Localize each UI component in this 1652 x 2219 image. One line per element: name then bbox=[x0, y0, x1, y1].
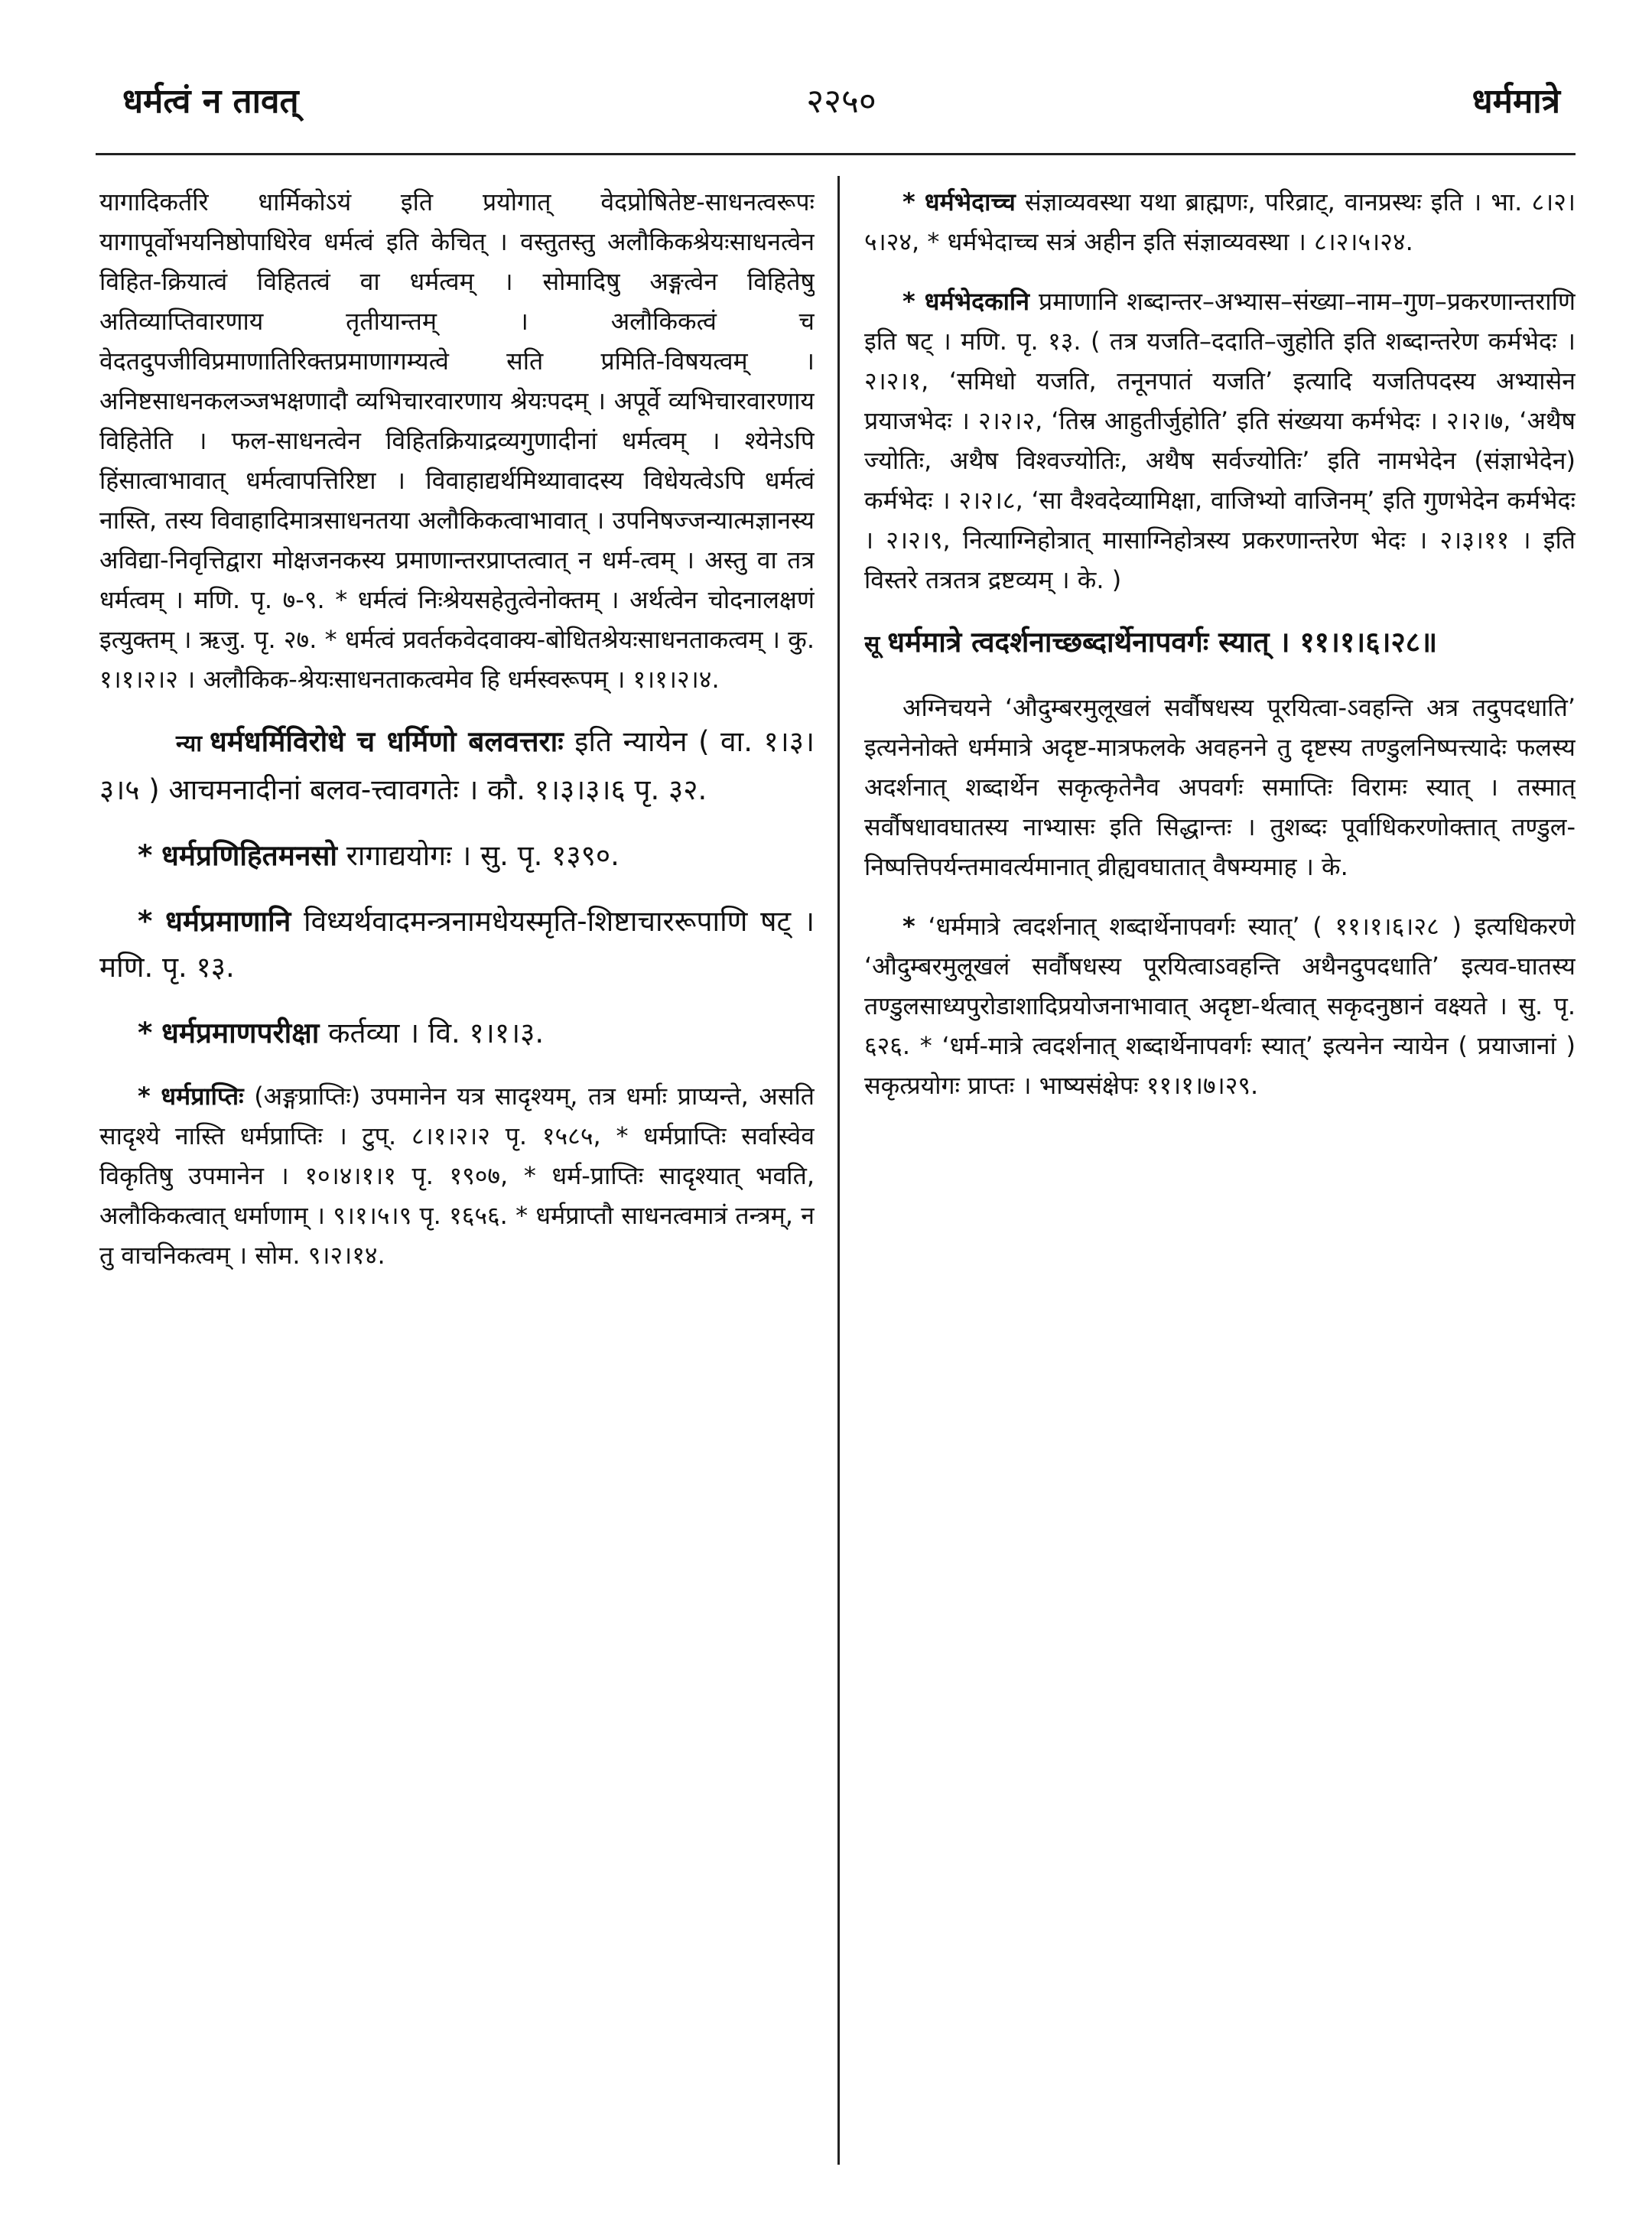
entry-headword: धर्मप्रणिहितमनसो bbox=[161, 839, 337, 872]
entry-dharmapramanani bbox=[99, 899, 815, 991]
sutra-reference: ११।१।६।२८॥ bbox=[1289, 626, 1438, 659]
entry-dharmabhedakani bbox=[864, 281, 1576, 600]
asterisk-icon: * bbox=[902, 287, 915, 316]
entry-headword: धर्मभेदकानि bbox=[924, 287, 1029, 316]
entry-sutra-dharmamatre bbox=[864, 620, 1576, 668]
entry-text: (अङ्गप्राप्तिः) उपमानेन यत्र सादृश्यम्, तत्र धर्माः प्राप्यन्ते, असति सादृश्ये नास्ति धर्मप्राप्तिः । टुप्. ८।१।२।२ पृ. १५८५, * धर्मप्राप्तिः सर्वास्वेव विकृतिषु उपमानेन । १०।४।१।१ पृ. १९०७, * धर्म-प्राप्तिः सादृश्यात् भवति, अलौकिकत्वात् धर्माणाम् । ९।१।५।९ पृ. १६५६. * धर्मप्राप्तौ साधनत्वमात्रं तन्त्रम्, न तु वाचनिकत्वम् । सोम. ९।२।१४. bbox=[99, 1082, 815, 1270]
asterisk-icon: * bbox=[902, 912, 915, 941]
left-column bbox=[99, 182, 815, 2201]
page-number: २२५० bbox=[806, 82, 876, 121]
entry-text: इति न्यायेन ( वा. १।३।३।५ ) आचमनादीनां बलव-त्त्वावगतेः । कौ. १।३।३।६ पृ. ३२. bbox=[99, 725, 815, 806]
entry-text: कर्तव्या । वि. १।१।३. bbox=[319, 1017, 545, 1049]
asterisk-icon: * bbox=[138, 839, 153, 872]
asterisk-icon: * bbox=[138, 905, 153, 938]
entry-dharmadharmi-virodhe bbox=[99, 719, 815, 813]
entry-text: रागाद्ययोगः । सु. पृ. १३९०. bbox=[337, 839, 620, 872]
entry-text: संज्ञाव्यवस्था यथा ब्राह्मणः, परिव्राट्, वानप्रस्थः इति । भा. ८।२।५।२४, * धर्मभेदाच्च सत्रं अहीन इति संज्ञाव्यवस्था । ८।२।५।२४. bbox=[864, 187, 1576, 256]
entry-headword: धर्मप्रमाणपरीक्षा bbox=[161, 1017, 320, 1049]
entry-text: विध्यर्थवादमन्त्रनामधेयस्मृति-शिष्टाचाररूपाणि षट् । मणि. पृ. १३. bbox=[99, 905, 815, 984]
entry-dharmatvam bbox=[99, 182, 815, 699]
entry-dharmapramanapariksha bbox=[99, 1010, 815, 1056]
asterisk-icon: * bbox=[902, 187, 915, 216]
entry-headword: धर्मधर्मिविरोधे च धर्मिणो बलवत्तराः bbox=[210, 725, 564, 758]
asterisk-icon: * bbox=[138, 1017, 153, 1049]
entry-dharmamatre-adhikarana bbox=[864, 906, 1576, 1105]
entry-dharmabhedacca bbox=[864, 182, 1576, 262]
entry-text: ‘धर्ममात्रे त्वदर्शनात् शब्दार्थेनापवर्गः स्यात्’ ( ११।१।६।२८ ) इत्यधिकरणे ‘औदुम्बरमुलूखलं सर्वौषधस्य पूरयित्वाऽवहन्ति अथैनदुपदधाति’ इत्यव-घातस्य तण्डुलसाध्यपुरोडाशादिप्रयोजनाभावात् अदृष्टा-र्थत्वात् सकृदनुष्ठानं वक्ष्यते । सु. पृ. ६२६. * ‘धर्म-मात्रे त्वदर्शनात् शब्दार्थेनापवर्गः स्यात्’ इत्यनेन न्यायेन ( प्रयाजानां ) सकृत्प्रयोगः प्राप्तः । भाष्यसंक्षेपः ११।१।७।२९. bbox=[864, 912, 1576, 1100]
nyaya-mark-icon: न्या bbox=[176, 730, 203, 757]
entry-commentary-agnicayane bbox=[864, 688, 1576, 887]
entry-headword: धर्मप्राप्तिः bbox=[161, 1082, 244, 1111]
entry-text: यागादिकर्तरि धार्मिकोऽयं इति प्रयोगात् वेदप्रोषितेष्ट-साधनत्वरूपः यागापूर्वोभयनिष्ठोपाधिरेव धर्मत्वं इति केचित् । वस्तुतस्तु अलौकिकश्रेयःसाधनत्वेन विहित-क्रियात्वं विहितत्वं वा धर्मत्वम् । सोमादिषु अङ्गत्वेन विहितेषु अतिव्याप्तिवारणाय तृतीयान्तम् । अलौकिकत्वं च वेदतदुपजीविप्रमाणातिरिक्तप्रमाणागम्यत्वे सति प्रमिति-विषयत्वम् । अनिष्टसाधनकलञ्जभक्षणादौ व्यभिचारवारणाय श्रेयःपदम् । अपूर्वे व्यभिचारवारणाय विहितेति । फल-साधनत्वेन विहितक्रियाद्रव्यगुणादीनां धर्मत्वम् । श्येनेऽपि हिंसात्वाभावात् धर्मत्वापत्तिरिष्टा । विवाहाद्यर्थमिथ्यावादस्य विधेयत्वेऽपि धर्मत्वं नास्ति, तस्य विवाहादिमात्रसाधनतया अलौकिकत्वाभावात् । उपनिषज्जन्यात्मज्ञानस्य अविद्या-निवृत्तिद्वारा मोक्षजनकस्य प्रमाणान्तरप्राप्तत्वात् न धर्म-त्वम् । अस्तु वा तत्र धर्मत्वम् । मणि. पृ. ७-९. * धर्मत्वं निःश्रेयसहेतुत्वेनोक्तम् । अर्थत्वेन चोदनालक्षणं इत्युक्तम् । ऋजु. पृ. २७. * धर्मत्वं प्रवर्तकवेदवाक्य-बोधितश्रेयःसाधनताकत्वम् । कु. १।१।२।२ । अलौकिक-श्रेयःसाधनताकत्वमेव हि धर्मस्वरूपम् । १।१।२।४. bbox=[99, 187, 815, 694]
right-column bbox=[864, 182, 1576, 2201]
entry-headword: धर्मप्रमाणानि bbox=[165, 905, 291, 938]
running-head-right: धर्ममात्रे bbox=[1472, 82, 1560, 121]
asterisk-icon: * bbox=[138, 1082, 151, 1111]
entry-headword: धर्ममात्रे त्वदर्शनाच्छब्दार्थेनापवर्गः स्यात् । bbox=[887, 626, 1290, 659]
running-head bbox=[122, 76, 1560, 145]
entry-text: अग्निचयने ‘औदुम्बरमुलूखलं सर्वौषधस्य पूरयित्वा-ऽवहन्ति अत्र तदुपदधाति’ इत्यनेनोक्ते धर्ममात्रे अदृष्ट-मात्रफलके अवहनने तु दृष्टस्य तण्डुलनिष्पत्त्यादेः फलस्य अदर्शनात् शब्दार्थेन सकृत्कृतेनैव अपवर्गः समाप्तिः विरामः स्यात् । तस्मात् सर्वौषधावघातस्य नाभ्यासः इति सिद्धान्तः । तुशब्दः पूर्वाधिकरणोक्तात् तण्डुल-निष्पत्तिपर्यन्तमावर्त्यमानात् व्रीह्यवघातात् वैषम्यमाह । के. bbox=[864, 693, 1576, 881]
entry-text: प्रमाणानि शब्दान्तर–अभ्यास–संख्या–नाम–गुण–प्रकरणान्तराणि इति षट् । मणि. पृ. १३. ( तत्र यजति–ददाति–जुहोति इति शब्दान्तरेण कर्मभेदः । २।२।१, ‘समिधो यजति, तनूनपातं यजति’ इत्यादि यजतिपदस्य अभ्यासेन प्रयाजभेदः । २।२।२, ‘तिस्र आहुतीर्जुहोति’ इति संख्यया कर्मभेदः । २।२।७, ‘अथैष ज्योतिः, अथैष विश्वज्योतिः, अथैष सर्वज्योतिः’ इति नामभेदेन (संज्ञाभेदेन) कर्मभेदः । २।२।८, ‘सा वैश्वदेव्यामिक्षा, वाजिभ्यो वाजिनम्’ इति गुणभेदेन कर्मभेदः । २।२।९, नित्याग्निहोत्रात् मासाग्निहोत्रस्य प्रकरणान्तरेण भेदः । २।३।११ । इति विस्तरे तत्रतत्र द्रष्टव्यम् । के. ) bbox=[864, 287, 1576, 594]
sutra-mark-icon: सू bbox=[864, 631, 880, 658]
running-head-left: धर्मत्वं न तावत् bbox=[122, 82, 299, 121]
header-rule bbox=[96, 153, 1576, 155]
entry-headword: धर्मभेदाच्च bbox=[924, 187, 1016, 216]
entry-dharmapranihita bbox=[99, 833, 815, 879]
entry-dharmaprapti bbox=[99, 1076, 815, 1275]
column-divider bbox=[837, 176, 840, 2165]
